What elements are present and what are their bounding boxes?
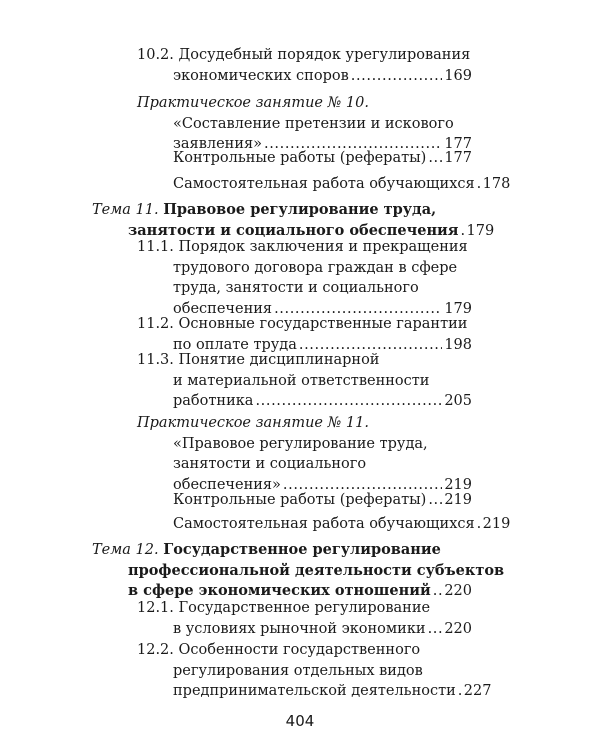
section-title-line: обеспечения» (173, 476, 281, 493)
theme-title-line: в сфере экономических отношений (128, 582, 431, 599)
section-title-line: Досудебный порядок урегулирования (178, 47, 471, 63)
toc-entry-self-10 (173, 174, 511, 195)
page-ref: 179 (444, 300, 472, 317)
toc-entry-practical-11 (137, 413, 472, 495)
page-ref: 219 (482, 516, 511, 532)
page-ref: 220 (444, 583, 472, 599)
page-ref: 178 (482, 176, 511, 192)
section-title-line: Государственное регулирование (178, 600, 431, 616)
section-title-line: Основные государственные гарантии (178, 316, 468, 332)
section-title-line: «Составление претензии и искового (173, 115, 454, 132)
section-title-line: Контрольные работы (рефераты) (173, 150, 427, 166)
dot-leader (477, 174, 481, 195)
section-title-line: обеспечения (173, 300, 273, 317)
theme-title-line: профессиональной деятельности субъектов (128, 561, 505, 579)
theme-label: Тема 12. (92, 542, 159, 558)
toc-entry-self-11 (173, 514, 511, 535)
section-title-line: и материальной ответственности (173, 372, 430, 389)
section-title-line: занятости и социального (173, 456, 367, 472)
toc-entry-control-10 (173, 148, 472, 169)
page-ref: 179 (466, 222, 495, 239)
section-title-line: в условиях рыночной экономики (173, 620, 426, 637)
dot-leader (428, 148, 442, 169)
section-title-line: заявления» (173, 136, 263, 152)
toc-entry-10-2 (137, 45, 472, 86)
dot-leader (351, 66, 443, 87)
section-title-line: Самостоятельная работа обучающихся (173, 516, 475, 532)
section-title-line: регулирования отдельных видов (173, 662, 423, 679)
page-ref: 227 (463, 683, 492, 699)
section-title-line: Самостоятельная работа обучающихся (173, 176, 475, 192)
section-number: 12.1. (137, 600, 174, 616)
section-title-line: трудового договора граждан в сфере (173, 259, 458, 276)
page-ref: 169 (444, 67, 472, 84)
dot-leader (428, 490, 442, 511)
section-title-line: Особенности государственного (178, 642, 421, 658)
section-title-line: предпринимательской деятельности (173, 683, 456, 699)
section-title-line: Контрольные работы (рефераты) (173, 492, 427, 508)
toc-entry-11-1 (137, 237, 472, 319)
theme-title-line: Правовое регулирование труда, (163, 201, 437, 218)
section-number: 11.3. (137, 352, 174, 368)
page-ref: 220 (444, 620, 472, 637)
theme-title-line: Государственное регулирование (163, 541, 441, 558)
toc-entry-12-2 (137, 640, 492, 702)
section-title-line: Порядок заключения и прекращения (178, 239, 468, 255)
practical-label: Практическое занятие № 11. (137, 415, 369, 431)
section-title-line: по оплате труда (173, 336, 297, 353)
page-ref: 219 (444, 476, 472, 493)
theme-label: Тема 11. (92, 202, 159, 218)
section-title-line: экономических споров (173, 67, 349, 84)
toc-entry-12-1 (137, 598, 472, 639)
section-title-line: «Правовое регулирование труда, (173, 435, 428, 452)
page-ref: 177 (444, 136, 472, 152)
page-ref: 198 (444, 336, 472, 353)
section-number: 11.2. (137, 316, 174, 332)
section-number: 12.2. (137, 642, 174, 658)
toc-theme-11 (92, 200, 495, 241)
section-title-line: Понятие дисциплинарной (178, 352, 380, 368)
theme-title-line: занятости и социального обеспечения (128, 221, 459, 239)
section-title-line: работника (173, 393, 254, 409)
page-ref: 177 (444, 150, 472, 166)
toc-entry-11-3 (137, 350, 472, 412)
dot-leader (458, 681, 462, 702)
toc-entry-11-2 (137, 314, 472, 355)
practical-label: Практическое занятие № 10. (137, 95, 369, 111)
section-number: 11.1. (137, 239, 174, 255)
toc-entry-control-11 (173, 490, 472, 511)
page-ref: 219 (444, 492, 472, 508)
toc-entry-practical-10 (137, 93, 472, 155)
dot-leader (477, 514, 481, 535)
page-number: 404 (285, 712, 315, 730)
section-title-line: труда, занятости и социального (173, 280, 419, 296)
page-ref: 205 (444, 393, 472, 409)
section-number: 10.2. (137, 47, 174, 63)
dot-leader (255, 391, 442, 412)
dot-leader (428, 619, 443, 640)
toc-theme-12 (92, 540, 505, 602)
